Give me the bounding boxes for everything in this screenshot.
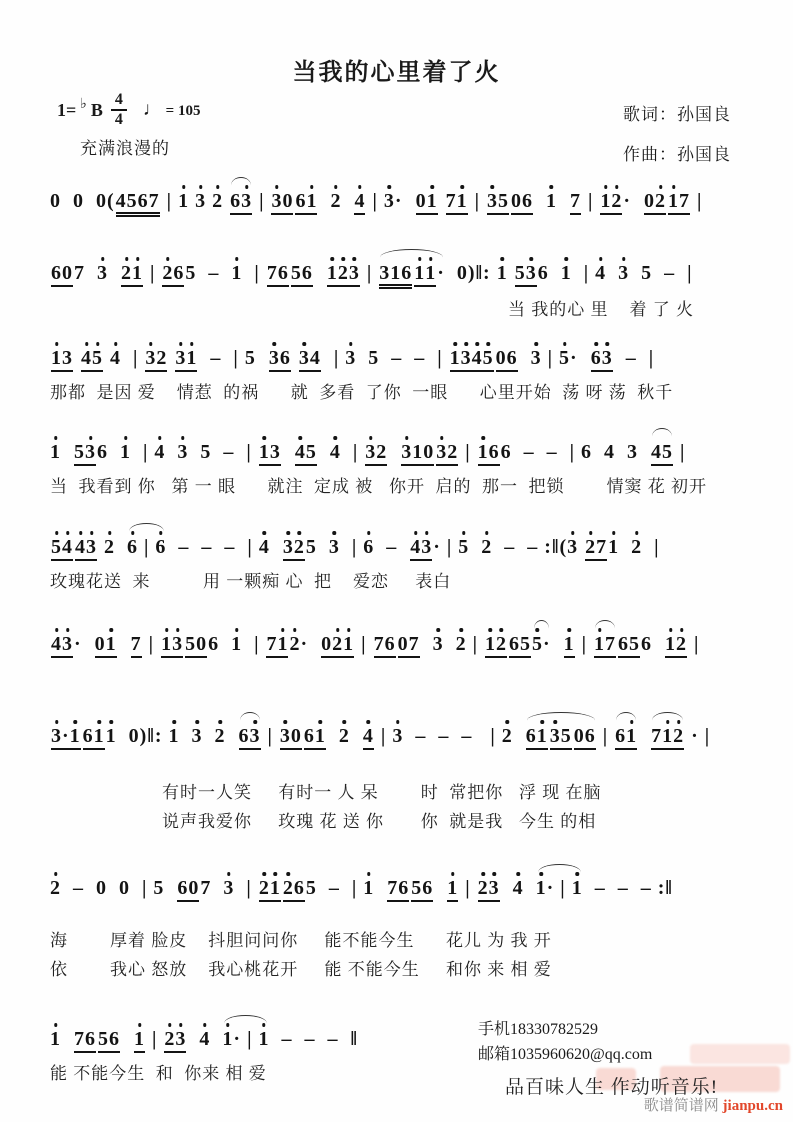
- lyrics-line: 能 不能今生 和 你来 相 爱: [50, 1064, 267, 1083]
- notation-line-1: 0 0 0(4567 | 1 3 2 63 | 3 0 61 2 4 | 3 · 01 71 | 3 5 06 1 7 | 1 2 · 02 1 7 |: [50, 176, 773, 224]
- notation-line-9: 1 76 56 1 | 2 3 4 1 · | 1 – – – ‖: [50, 1014, 773, 1060]
- quarter-note-icon: ♩: [142, 99, 162, 120]
- time-signature-numerator: 4: [114, 91, 123, 108]
- contact-phone: 手机18330782529: [478, 1021, 599, 1038]
- site-url: jianpu.cn: [722, 1098, 783, 1114]
- site-name: 歌谱简谱网: [643, 1098, 723, 1114]
- key-signature: [57, 92, 200, 128]
- lyrics-line: 当 我看到 你 第 一 眼 就注 定成 被 你开 启的 那一 把锁 情窦 花 初开: [50, 477, 707, 496]
- mood-marking: 充满浪漫的: [80, 139, 170, 158]
- contact-info: [478, 1018, 652, 1068]
- flat-icon: ♭: [80, 96, 87, 112]
- music-system-1: [50, 176, 773, 224]
- lyrics-line: 玫瑰花送 来 用 一颗痴 心 把 爱恋 表白: [50, 572, 452, 591]
- lyrics-line-verse-1: 有时一人笑 有时一 人 呆 时 常把你 浮 现 在脑: [162, 783, 602, 802]
- key-letter: B: [90, 99, 103, 120]
- footer-slogan: 品百味人生 作动听音乐!: [505, 1077, 719, 1098]
- time-signature-denominator: 4: [111, 109, 127, 128]
- music-system-2: [50, 248, 773, 325]
- lyrics-line: 那都 是因 爱 情惹 的祸 就 多看 了你 一眼 心里开始 荡 呀 荡 秋千: [50, 383, 674, 402]
- tempo-value: = 105: [165, 103, 201, 119]
- contact-email: 邮箱1035960620@qq.com: [478, 1045, 653, 1063]
- notation-line-2: 607 3 2 1 | 2 65 – 1 | 76 56 1 2 3 | 316 1 1 · 0)‖: 1 53 6 1 | 4 3 5 – |: [50, 248, 773, 296]
- notation-line-8: 2 – 0 0 | 5 607 3 | 2 1 2 65 – | 1 76 56 1 | 2 3 4 1 · | 1 – – – :‖: [50, 863, 773, 909]
- tempo-marking: [143, 99, 201, 121]
- music-system-6: [50, 619, 773, 665]
- lyrics-line-verse-2: 说声我爱你 玫瑰 花 送 你 你 就是我 今生 的相: [162, 811, 597, 831]
- lyrics-line-verse-1: 海 厚着 脸皮 抖胆问问你 能不能今生 花儿 为 我 开: [50, 931, 552, 950]
- composer-credit: 作曲：孙国良: [623, 145, 731, 164]
- key-prefix: 1=: [57, 99, 77, 120]
- notation-line-4: 1 53 6 1 | 4 3 5 – | 1 3 4 5 4 | 3 2 3 10 3 2 | 1 66 – – | 6 4 3 45 |: [50, 427, 773, 473]
- site-credit: [644, 1094, 783, 1115]
- notation-line-7: 3 ·1 61 1 0)‖: 1 3 2 63 | 3 0 61 2 4 | 3 – – – | 2 61 3 5 06 | 61 71 2 · |: [50, 711, 773, 757]
- notation-line-5: 5 4 4 3 2 6 | 6 – – – | 4 3 2 5 3 | 6 – 4 3 · | 5 2 – – :‖(3 2 71 2 |: [50, 522, 773, 568]
- music-system-8: [50, 863, 773, 985]
- music-system-4: [50, 427, 773, 502]
- music-system-7: [50, 711, 773, 837]
- music-system-3: [50, 333, 773, 408]
- lyrics-line: 当 我的心 里 着 了 火: [508, 300, 694, 319]
- watermark-blob: [690, 1044, 790, 1064]
- notation-line-6: 4 3 · 01 7 | 1 3 506 1 | 71 2 · 02 1 | 76 07 3 2 | 1 2 655 · 1 | 1 7 656 1 2 |: [50, 619, 773, 665]
- notation-line-3: 1 3 4 5 4 | 3 2 3 1 – | 5 3 6 3 4 | 3 5 – – | 1 3 4 5 06 3 | 5 · 6 3 – |: [50, 333, 773, 379]
- lyricist-credit: 歌词：孙国良: [623, 105, 731, 124]
- music-system-5: [50, 522, 773, 597]
- time-signature: [111, 92, 127, 128]
- song-title: 当我的心里着了火: [292, 60, 501, 86]
- lyrics-line-verse-2: 依 我心 怒放 我心桃花开 能 不能今生 和你 来 相 爱: [50, 959, 552, 979]
